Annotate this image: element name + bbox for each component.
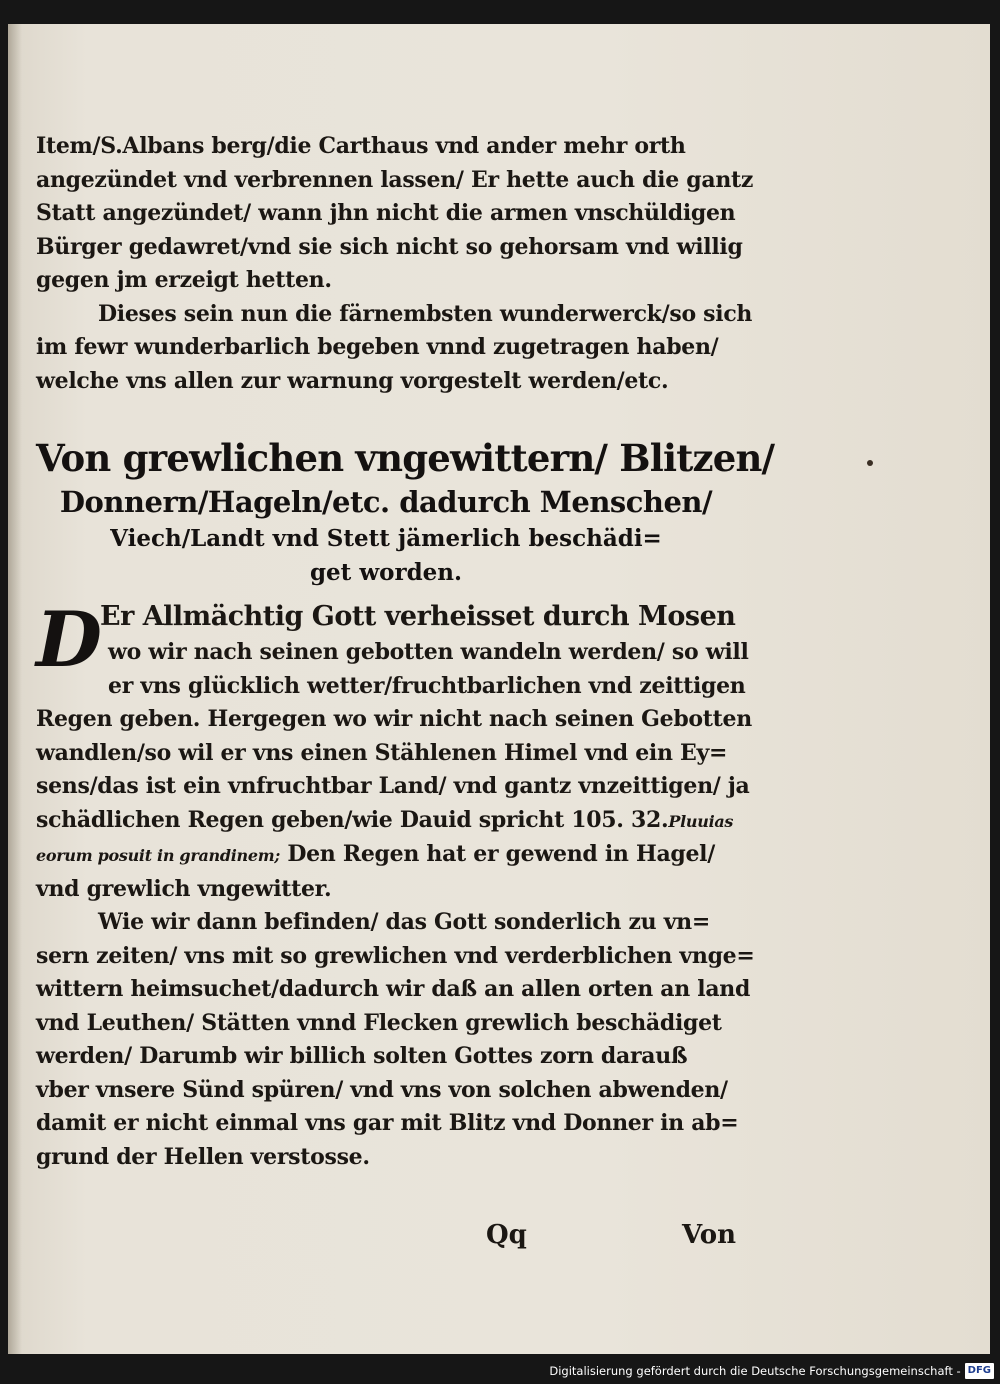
text-line: wo wir nach seinen gebotten wandeln werden/ so will bbox=[108, 639, 749, 665]
text-line: sern zeiten/ vns mit so grewlichen vnd verderblichen vnge= bbox=[36, 942, 755, 969]
drop-cap: D bbox=[36, 595, 102, 684]
page-text bbox=[36, 130, 775, 1174]
section-heading bbox=[36, 434, 775, 590]
text-line: Wie wir dann befinden/ das Gott sonderlich zu vn= bbox=[98, 909, 711, 935]
paragraph-2 bbox=[36, 298, 753, 399]
paragraph-1 bbox=[36, 130, 754, 298]
latin-quote: eorum posuit in grandinem; bbox=[36, 846, 280, 865]
text-line: welche vns allen zur warnung vorgestelt werden/etc. bbox=[36, 367, 669, 394]
text-line: wittern heimsuchet/dadurch wir daß an allen orten an land bbox=[36, 976, 751, 1002]
text-line: gegen jm erzeigt hetten. bbox=[36, 267, 332, 293]
text-line: vnd grewlich vngewitter. bbox=[36, 875, 332, 902]
text-line: Er Allmächtig Gott verheisset durch Mosen bbox=[100, 601, 736, 632]
heading-line: Donnern/Hageln/etc. dadurch Menschen/ bbox=[59, 485, 713, 519]
paragraph-4 bbox=[36, 906, 755, 1174]
catchword: Von bbox=[681, 1220, 736, 1250]
text-line: Statt angezündet/ wann jhn nicht die armen vnschüldigen bbox=[36, 200, 736, 226]
text-line: Dieses sein nun die färnembsten wunderwerck/so sich bbox=[98, 300, 753, 327]
text-line: vnd Leuthen/ Stätten vnnd Flecken grewlich beschädiget bbox=[36, 1009, 722, 1036]
text-line: angezündet vnd verbrennen lassen/ Er hette auch die gantz bbox=[36, 166, 754, 193]
funding-credit bbox=[549, 1361, 994, 1381]
paragraph-3 bbox=[36, 595, 752, 906]
book-page bbox=[8, 24, 990, 1354]
page-footer bbox=[36, 1220, 736, 1260]
text-span: schädlichen Regen geben/wie Dauid spricht 105. 32. bbox=[36, 806, 669, 833]
ink-speck bbox=[867, 460, 873, 466]
dfg-logo-icon: DFG bbox=[965, 1363, 994, 1379]
heading-line: Von grewlichen vngewittern/ Blitzen/ bbox=[36, 436, 775, 480]
text-line: Bürger gedawret/vnd sie sich nicht so gehorsam vnd willig bbox=[36, 233, 743, 260]
text-line: er vns glücklich wetter/fruchtbarlichen vnd zeittigen bbox=[108, 672, 746, 699]
text-line: im fewr wunderbarlich begeben vnnd zugetragen haben/ bbox=[36, 334, 719, 360]
credit-text: Digitalisierung gefördert durch die Deutsche Forschungsgemeinschaft - bbox=[549, 1364, 961, 1378]
text-line: damit er nicht einmal vns gar mit Blitz vnd Donner in ab= bbox=[36, 1110, 739, 1136]
text-line: Item/S.Albans berg/die Carthaus vnd ander mehr orth bbox=[36, 133, 686, 159]
spine-shadow bbox=[8, 24, 22, 1354]
text-line: vber vnsere Sünd spüren/ vnd vns von solchen abwenden/ bbox=[36, 1076, 728, 1103]
text-line: wandlen/so wil er vns einen Stählenen Himel vnd ein Ey= bbox=[36, 739, 728, 766]
text-line: werden/ Darumb wir billich solten Gottes zorn darauß bbox=[36, 1043, 688, 1069]
latin-quote: Pluuias bbox=[668, 811, 734, 831]
text-line: grund der Hellen verstosse. bbox=[36, 1143, 370, 1170]
text-span: Den Regen hat er gewend in Hagel/ bbox=[279, 841, 715, 867]
text-line: sens/das ist ein vnfruchtbar Land/ vnd gantz vnzeittigen/ ja bbox=[36, 773, 750, 799]
text-line bbox=[36, 804, 736, 839]
text-line: Regen geben. Hergegen wo wir nicht nach seinen Gebotten bbox=[36, 706, 752, 732]
text-line bbox=[36, 838, 736, 873]
heading-line: get worden. bbox=[309, 559, 463, 586]
signature-mark: Qq bbox=[486, 1220, 527, 1250]
heading-line: Viech/Landt vnd Stett jämerlich beschädi= bbox=[110, 525, 662, 552]
